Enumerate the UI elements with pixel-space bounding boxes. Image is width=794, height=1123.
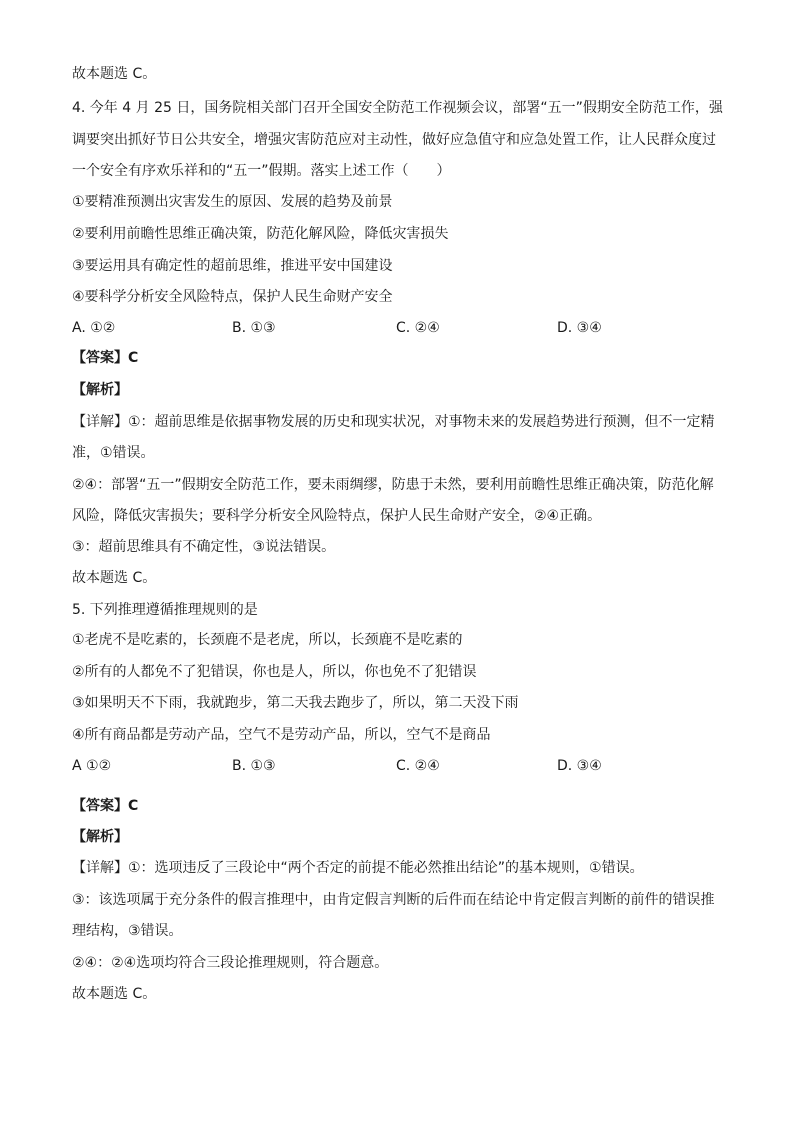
q5-statement-1: ①老虎不是吃素的，长颈鹿不是老虎，所以，长颈鹿不是吃素的	[72, 632, 463, 648]
q4-stem-line-2: 调要突出抓好节日公共安全，增强灾害防范应对主动性，做好应急值守和应急处置工作，让人民群众度过	[72, 132, 716, 148]
prev-conclusion: 故本题选 C。	[72, 66, 157, 82]
q4-conclusion: 故本题选 C。	[72, 570, 157, 586]
q5-statement-2: ②所有的人都免不了犯错误，你也是人，所以，你也免不了犯错误	[72, 664, 477, 680]
q5-conclusion: 故本题选 C。	[72, 986, 157, 1002]
q5-detail-line-3: 理结构，③错误。	[72, 923, 183, 939]
q5-detail-line-2: ③：该选项属于充分条件的假言推理中，由肯定假言判断的后件而在结论中肯定假言判断的前件的错误推	[72, 892, 715, 908]
q5-statement-3: ③如果明天不下雨，我就跑步，第二天我去跑步了，所以，第二天没下雨	[72, 695, 519, 711]
q4-answer: 【答案】C	[72, 350, 139, 366]
q5-statement-4: ④所有商品都是劳动产品，空气不是劳动产品，所以，空气不是商品	[72, 727, 491, 743]
q4-detail-line-5: ③：超前思维具有不确定性，③说法错误。	[72, 539, 336, 555]
q4-option-a: A. ①②	[72, 320, 116, 336]
q5-answer: 【答案】C	[72, 798, 139, 814]
q4-detail-line-4: 风险，降低灾害损失；要科学分析安全风险特点，保护人民生命财产安全，②④正确。	[72, 508, 602, 524]
q5-detail-line-1: 【详解】①：选项违反了三段论中“两个否定的前提不能必然推出结论”的基本规则，①错误。	[72, 860, 644, 876]
q4-stem-line-3: 一个安全有序欢乐祥和的“五一”假期。落实上述工作（ ）	[72, 163, 451, 179]
q5-option-a: A ①②	[72, 758, 112, 774]
q4-analysis-label: 【解析】	[72, 382, 128, 398]
q4-detail-line-2: 准，①错误。	[72, 445, 155, 461]
q4-statement-1: ①要精准预测出灾害发生的原因、发展的趋势及前景	[72, 194, 393, 210]
q5-option-d: D. ③④	[557, 758, 602, 774]
q5-option-c: C. ②④	[396, 758, 440, 774]
q4-option-b: B. ①③	[232, 320, 276, 336]
q4-detail-line-1: 【详解】①：超前思维是依据事物发展的历史和现实状况，对事物未来的发展趋势进行预测，但不一定精	[72, 414, 715, 430]
q4-statement-4: ④要科学分析安全风险特点，保护人民生命财产安全	[72, 289, 393, 305]
q4-detail-line-3: ②④：部署“五一”假期安全防范工作，要未雨绸缪，防患于未然，要利用前瞻性思维正确决策，防范化解	[72, 477, 714, 493]
q5-stem: 5. 下列推理遵循推理规则的是	[72, 602, 258, 618]
q5-detail-line-4: ②④：②④选项均符合三段论推理规则，符合题意。	[72, 955, 389, 971]
q4-stem-line-1: 4. 今年 4 月 25 日，国务院相关部门召开全国安全防范工作视频会议，部署“五一”假期安全防范工作，强	[72, 100, 723, 116]
q5-analysis-label: 【解析】	[72, 829, 128, 845]
q4-statement-3: ③要运用具有确定性的超前思维，推进平安中国建设	[72, 258, 393, 274]
q4-statement-2: ②要利用前瞻性思维正确决策，防范化解风险，降低灾害损失	[72, 226, 449, 242]
q4-option-c: C. ②④	[396, 320, 440, 336]
q4-option-d: D. ③④	[557, 320, 602, 336]
q5-option-b: B. ①③	[232, 758, 276, 774]
